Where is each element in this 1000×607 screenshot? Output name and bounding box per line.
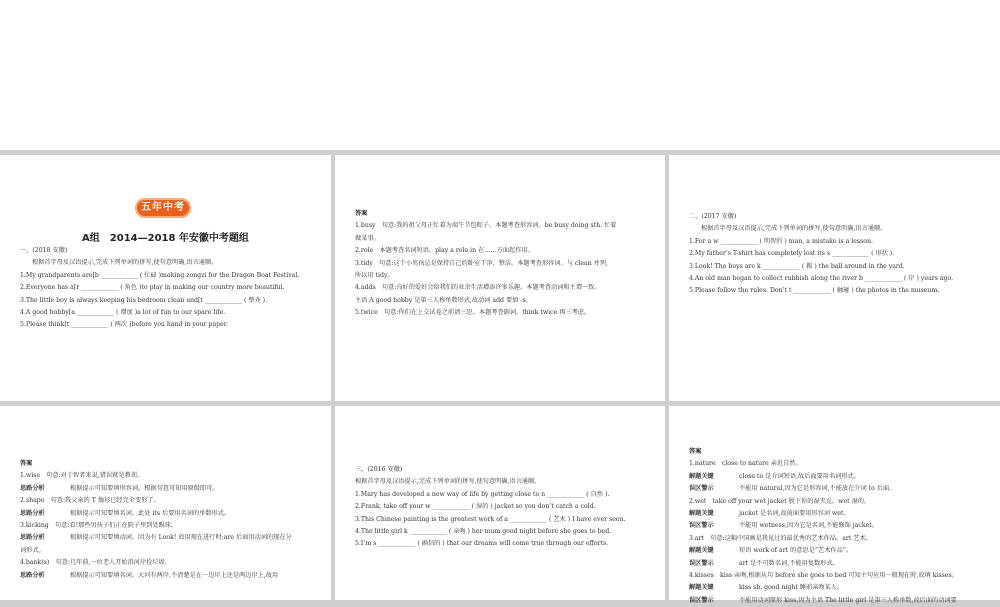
line-tag: 误区警示 [689,596,714,604]
answer-block [355,208,645,320]
text-line: 4.An old man began to collect rubbish along the river b ____________ ( 岸 ) years ago. [689,275,954,283]
line-text: 4.kisses kiss 亲吻,根据从句 before she goes to bed 可知主句应用一般现在时,故填 kisses。 [689,572,958,580]
text-line [689,496,980,508]
text-line [689,545,980,557]
page-title: A组 2014—2018 年安徽中考题组 [82,233,249,244]
text-line: 1.Mary has developed a new way of life by getting close to n ____________ ( 自然 ). [355,490,610,498]
text-line: 根据首字母及汉语提示,完成下列单词的拼写,使句意明确,语言通顺。 [701,225,887,233]
line-text: 短语 work of art 的意思是“艺术作品”。 [739,547,853,555]
text-line: 一、(2018 安徽) [20,247,68,254]
line-text: 词形式。 [20,546,45,554]
line-tag: 误区警示 [689,485,714,493]
text-line: 5.I’m s ____________ ( 确信的 ) that our dreams will come true through our efforts. [355,540,609,548]
text-line: 2.role 本题考查名词短语。play a role in 在……方面起作用。 [355,247,534,255]
text-line [20,470,311,482]
line-text: 3.kicking 句意:看!那些男孩子们正在院子里到处踢球。 [20,522,178,530]
text-line: 4.adds 句意:良好的爱好会给我们的业余生活增添许多乐趣。本题考查动词和主谓一致。 [355,284,601,292]
line-tag: 思路分析 [20,534,45,542]
document-page-4 [0,406,331,600]
document-page-5 [335,406,665,600]
line-text: kiss sb. good night 睡前亲吻某人。 [739,584,844,592]
text-line [689,458,980,470]
line-text: 3.art 句意:这幅中国画是我见过的最优秀的艺术作品。art 艺术。 [689,534,872,542]
line-text: 答案 [20,460,33,467]
text-line [689,558,980,570]
text-line: 3.tidy 句意:这个小男孩总是保持自己的卧室干净、整洁。本题考查形容词。与 clean 并列, [355,259,608,267]
text-line: 二、(2017 安徽) [689,213,737,220]
text-line: 主语 A good hobby 是第三人称单数形式,故动词 add 要加 -s。 [355,296,532,304]
section-badge: 五年中考 [135,198,191,218]
text-line [689,471,980,483]
line-text: 1.nature close to nature 亲近自然。 [689,460,802,468]
text-line [20,495,311,507]
document-page-2 [335,155,665,401]
text-line: 所以用 tidy。 [355,272,394,280]
line-tag: 思路分析 [20,484,45,492]
text-line: 5.Please think[t ____________ ( 两次 )before you hand in your paper. [20,321,229,329]
line-text: 4.bank(s) 句意:几年前,一位老人开始沿河岸捡垃圾。 [20,559,171,567]
line-text: 根据提示可知要填形容词。根据句意可知用原级即可。 [70,484,219,492]
line-tag: 解题关键 [689,584,714,592]
document-page-3 [669,155,1000,401]
line-text: 不能用 natural,因为它是形容词,不能放在介词 to 后面。 [739,485,896,493]
line-text: 根据提示可知要填动词。因为有 Look! 故用现在进行时;are 后面用动词的现在分 [70,534,292,542]
line-tag: 误区警示 [689,522,714,530]
answer-block [20,458,311,582]
text-line [20,483,311,495]
question-block [689,211,980,298]
text-line: 2.Everyone has a[r ____________ ( 角色 )to play in making our country more beautiful. [20,284,285,292]
text-line: 三、(2016 安徽) [355,466,403,473]
text-line: 1.busy 句意:我的祖父母正忙着为端午节包粽子。本题考查形容词。be busy doing sth. 忙着 [355,222,617,230]
text-line [689,570,980,582]
text-line: 2.My father’s T-shirt has completely lost its s ____________ ( 形状 ). [689,250,895,258]
text-line [689,582,980,594]
text-line [20,508,311,520]
question-block [20,245,311,332]
line-tag: 误区警示 [689,559,714,567]
text-line [20,458,311,470]
line-tag: 解题关键 [689,472,714,480]
text-line: 答案 [355,210,368,217]
text-line [689,508,980,520]
document-page-1 [0,155,331,401]
text-line [689,533,980,545]
text-line [689,446,980,458]
question-block [355,464,645,551]
text-line: 1.My grandparents are[b ____________ ( 忙碌 )making zongzi for the Dragon Boat Festival. [20,271,300,279]
text-line: 3.The little boy is always keeping his bedroom clean and[t ____________ ( 整齐 ). [20,296,268,304]
line-tag: 解题关键 [689,510,714,518]
line-text: 2.shape 句意:我父亲的 T 恤衫已经完全变形了。 [20,497,160,505]
text-line: 5.twice 句意:你们在上交试卷之前请三思。本题考查副词。think twice 再三考虑。 [355,309,591,317]
text-line [20,570,311,582]
line-tag: 解题关键 [689,547,714,555]
line-text: art 是不可数名词,不能用复数形式。 [739,559,839,567]
line-text: jacket 是名词,故前面要用形容词 wet。 [739,510,850,518]
text-line: 1.For a w ____________ ( 明智的 ) man, a mistake is a lesson. [689,237,873,245]
text-line [20,532,311,544]
text-line: 3.Look! The boys are k ____________ ( 踢 ) the ball around in the yard. [689,262,905,270]
line-text: close to 是介词短语,故后面要用名词形式。 [739,472,860,480]
text-line [20,545,311,557]
text-line [20,557,311,569]
line-text: 不能用 wetness,因为它是名词,不能修饰 jacket。 [739,522,878,530]
text-line: 做某事。 [355,234,380,242]
text-line: 根据首字母及汉语提示,完成下列单词的拼写,使句意明确,语言通顺。 [355,478,541,486]
text-line: 4.A good hobby[a ____________ ( 增加 )a lot of fun to our spare life. [20,309,226,317]
line-text: 1.wise 句意:对于智者来说,错误就是教训。 [20,472,144,480]
text-line: 根据首字母及汉语提示,完成下列单词的拼写,使句意明确,语言通顺。 [32,259,218,267]
text-line [689,483,980,495]
line-text: 不能用动词原形 kiss,因为主语 The little girl 是第三人称单数,故后面的动词要 [739,596,957,604]
document-page-6 [669,406,1000,604]
text-line [689,595,980,607]
text-line: 5.Please follow the rules. Don’t t ____________ ( 触碰 ) the photos in the museum. [689,287,940,295]
text-line [689,520,980,532]
text-line: 3.This Chinese painting is the greatest work of a ____________ ( 艺术 ) I have ever seen. [355,515,626,523]
line-tag: 思路分析 [20,571,45,579]
line-tag: 思路分析 [20,509,45,517]
line-text: 根据提示可知要填名词。此处 its 后要用名词的单数形式。 [70,509,231,517]
top-blank-area [0,0,1000,150]
text-line [20,520,311,532]
text-line: 4.The little girl k ____________ ( 亲吻 ) her mum good night before she goes to bed. [355,528,612,536]
line-text: 根据提示可知要填名词。大河有两岸,不清楚是在一边岸上还是两边岸上,故用 [70,571,279,579]
line-text: 答案 [689,448,702,455]
line-text: 2.wet take off your wet jacket 脱下你的湿夹克。wet 湿的。 [689,497,871,505]
answer-block [689,446,980,607]
text-line: 2.Frank, take off your w ____________ ( 湿的 ) jacket so you don’t catch a cold. [355,503,596,511]
